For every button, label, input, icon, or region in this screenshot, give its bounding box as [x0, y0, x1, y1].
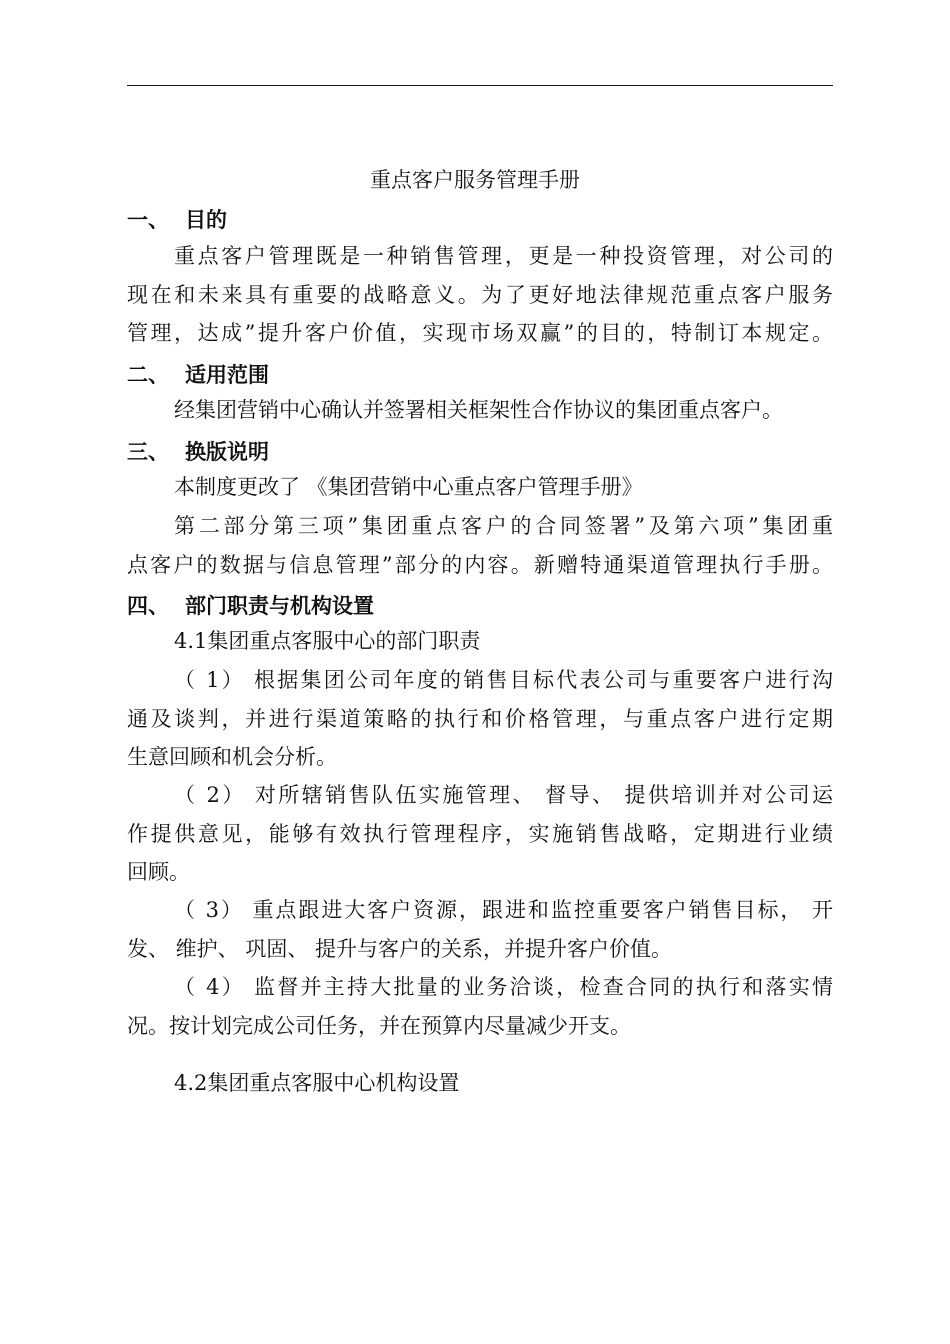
text-line: （ 3） 重点跟进大客户资源，跟进和监控重要客户销售目标， 开 — [174, 898, 833, 922]
section-title: 换版说明 — [185, 440, 269, 464]
section-number: 二、 — [127, 363, 169, 387]
text-line: 况。按计划完成公司任务，并在预算内尽量减少开支。 — [127, 1013, 631, 1038]
paragraph-purpose — [127, 237, 833, 353]
section-heading-2 — [127, 359, 269, 389]
header-rule — [127, 85, 833, 86]
list-item-1 — [127, 661, 833, 777]
section-title: 部门职责与机构设置 — [185, 594, 374, 618]
text-line: （ 1） 根据集团公司年度的销售目标代表公司与重要客户进行沟 — [174, 668, 833, 692]
text-line: （ 2） 对所辖销售队伍实施管理、 督导、 提供培训并对公司运 — [174, 783, 833, 807]
paragraph-revision-detail — [127, 507, 833, 584]
list-item-3 — [127, 891, 833, 968]
text-line: 现在和未来具有重要的战略意义。为了更好地法律规范重点客户服务 — [127, 282, 833, 307]
list-item-4 — [127, 968, 833, 1045]
subsection-4-1 — [127, 622, 833, 661]
section-heading-1 — [127, 204, 227, 234]
section-title: 目的 — [185, 208, 227, 232]
document-title: 重点客户服务管理手册 — [370, 168, 580, 192]
list-item-2 — [127, 776, 833, 892]
paragraph-revision — [127, 468, 833, 507]
text-line: 发、 维护、 巩固、 提升与客户的关系，并提升客户价值。 — [127, 936, 673, 961]
text-line: 本制度更改了 《集团营销中心重点客户管理手册》 — [174, 475, 643, 499]
section-number: 三、 — [127, 440, 169, 464]
text-line: 第二部分第三项”集团重点客户的合同签署”及第六项”集团重 — [174, 514, 833, 538]
text-line: 作提供意见，能够有效执行管理程序，实施销售战略，定期进行业绩 — [127, 821, 833, 846]
section-heading-4 — [127, 590, 374, 620]
text-line: 经集团营销中心确认并签署相关框架性合作协议的集团重点客户。 — [174, 398, 783, 422]
section-title: 适用范围 — [185, 363, 269, 387]
text-line: 管理，达成”提升客户价值，实现市场双赢”的目的，特制订本规定。 — [127, 321, 833, 345]
section-heading-3 — [127, 436, 269, 466]
section-number: 一、 — [127, 208, 169, 232]
text-line: （ 4） 监督并主持大批量的业务洽谈，检查合同的执行和落实情 — [174, 975, 833, 999]
text-line: 点客户的数据与信息管理”部分的内容。新赠特通渠道管理执行手册。 — [127, 552, 833, 577]
subsection-title: 4.2集团重点客服中心机构设置 — [174, 1071, 460, 1095]
section-number: 四、 — [127, 594, 169, 618]
subsection-4-2 — [127, 1064, 833, 1103]
text-line: 通及谈判，并进行渠道策略的执行和价格管理，与重点客户进行定期 — [127, 706, 833, 731]
text-line: 回顾。 — [127, 860, 190, 884]
text-line: 生意回顾和机会分析。 — [127, 745, 337, 769]
text-line: 重点客户管理既是一种销售管理，更是一种投资管理，对公司的 — [174, 244, 833, 268]
subsection-title: 4.1集团重点客服中心的部门职责 — [174, 629, 481, 653]
paragraph-scope — [127, 391, 833, 430]
